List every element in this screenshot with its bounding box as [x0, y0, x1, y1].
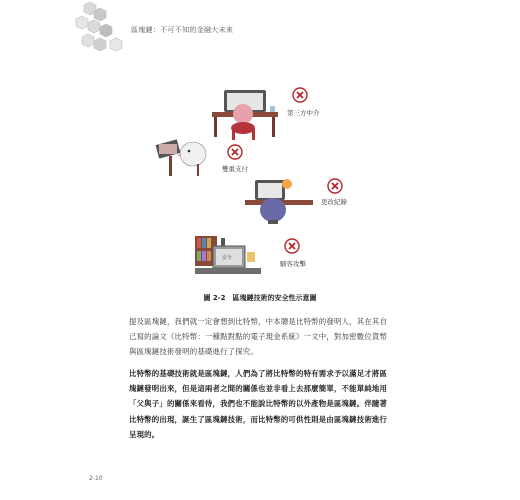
- label-third-party: 第三方中介: [287, 109, 320, 117]
- secure-screen-text: 安全: [222, 255, 233, 261]
- page-number: 2-10: [89, 475, 103, 482]
- label-double-spending: 雙重支付: [222, 165, 248, 173]
- body-paragraph-2: 比特幣的基礎技術就是區塊鏈，人們為了將比特幣的特有需求予以滿足才將區塊鏈發明出來，但是這兩者之間的關係也並非看上去那麼簡單，不能單純地用「父與子」的關係來看待，我們也不能說比特幣的以外產物是區塊鏈。伴隨著比特幣的出現，誕生了區塊鏈技術，而比特幣的可供性則是由區塊鏈技術進行呈現的。: [129, 369, 388, 439]
- x-mark-icon: [292, 87, 308, 103]
- security-illustration: [150, 82, 380, 297]
- hexagon-decoration-icon: [70, 0, 130, 55]
- x-mark-icon: [227, 144, 243, 160]
- label-record-change: 更改紀錄: [321, 198, 347, 206]
- running-header-title: 區塊鏈：不可不知的金融大未來: [131, 26, 234, 34]
- x-mark-icon: [327, 178, 343, 194]
- label-hacker-attack: 駭客攻擊: [280, 260, 306, 268]
- bird-tablet-illustration: [155, 132, 213, 180]
- x-mark-icon: [284, 238, 300, 254]
- figure-caption: 圖 2-2 區塊鏈技術的安全性示意圖: [203, 294, 317, 302]
- body-paragraph-1: 提及區塊鏈，我們就一定會想到比特幣，中本聰是比特幣的發明人，其在其自己寫的論文《比特幣：一種點對點的電子現金系統》一文中，對加密數位貨幣與區塊鏈技術發明的基礎進行了探究。: [129, 317, 388, 357]
- purple-figure-desk-illustration: [243, 174, 315, 226]
- person-laptop-illustration: [210, 84, 282, 142]
